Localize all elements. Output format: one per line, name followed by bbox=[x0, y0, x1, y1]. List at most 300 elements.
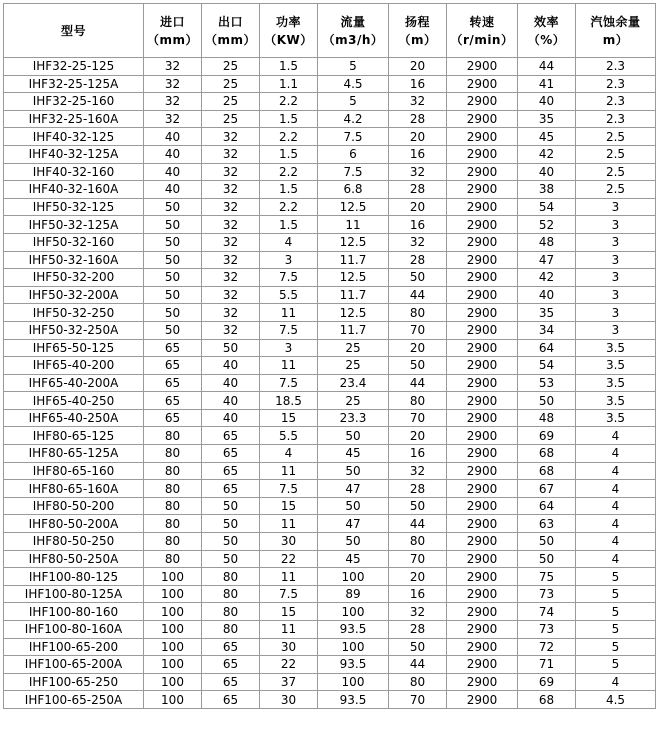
cell-outlet: 65 bbox=[202, 462, 260, 480]
cell-model: IHF100-65-250 bbox=[4, 673, 144, 691]
cell-inlet: 65 bbox=[144, 409, 202, 427]
cell-speed: 2900 bbox=[447, 691, 518, 709]
cell-head: 70 bbox=[389, 321, 447, 339]
cell-outlet: 65 bbox=[202, 480, 260, 498]
cell-flow: 89 bbox=[318, 585, 389, 603]
cell-inlet: 50 bbox=[144, 304, 202, 322]
cell-model: IHF80-65-160A bbox=[4, 480, 144, 498]
cell-flow: 11.7 bbox=[318, 321, 389, 339]
cell-npsh: 2.5 bbox=[576, 163, 656, 181]
cell-inlet: 80 bbox=[144, 497, 202, 515]
cell-power: 2.2 bbox=[260, 198, 318, 216]
cell-outlet: 40 bbox=[202, 357, 260, 375]
cell-npsh: 3 bbox=[576, 251, 656, 269]
cell-speed: 2900 bbox=[447, 497, 518, 515]
cell-npsh: 4 bbox=[576, 550, 656, 568]
cell-inlet: 80 bbox=[144, 445, 202, 463]
cell-flow: 12.5 bbox=[318, 198, 389, 216]
cell-model: IHF40-32-125 bbox=[4, 128, 144, 146]
table-row bbox=[4, 181, 656, 199]
cell-outlet: 65 bbox=[202, 445, 260, 463]
cell-flow: 12.5 bbox=[318, 304, 389, 322]
cell-inlet: 100 bbox=[144, 621, 202, 639]
table-row bbox=[4, 568, 656, 586]
cell-speed: 2900 bbox=[447, 286, 518, 304]
cell-npsh: 2.5 bbox=[576, 181, 656, 199]
cell-inlet: 32 bbox=[144, 58, 202, 76]
cell-outlet: 32 bbox=[202, 145, 260, 163]
table-row bbox=[4, 198, 656, 216]
cell-speed: 2900 bbox=[447, 515, 518, 533]
cell-outlet: 25 bbox=[202, 110, 260, 128]
cell-flow: 93.5 bbox=[318, 621, 389, 639]
table-row bbox=[4, 638, 656, 656]
cell-npsh: 5 bbox=[576, 568, 656, 586]
cell-flow: 11.7 bbox=[318, 251, 389, 269]
cell-inlet: 65 bbox=[144, 357, 202, 375]
cell-outlet: 32 bbox=[202, 251, 260, 269]
cell-head: 28 bbox=[389, 181, 447, 199]
cell-power: 30 bbox=[260, 691, 318, 709]
cell-flow: 23.4 bbox=[318, 374, 389, 392]
cell-efficiency: 45 bbox=[518, 128, 576, 146]
cell-flow: 47 bbox=[318, 480, 389, 498]
cell-flow: 7.5 bbox=[318, 163, 389, 181]
cell-npsh: 3 bbox=[576, 321, 656, 339]
cell-model: IHF80-65-160 bbox=[4, 462, 144, 480]
cell-power: 15 bbox=[260, 497, 318, 515]
cell-power: 22 bbox=[260, 550, 318, 568]
cell-head: 20 bbox=[389, 339, 447, 357]
cell-head: 32 bbox=[389, 93, 447, 111]
cell-inlet: 65 bbox=[144, 392, 202, 410]
cell-efficiency: 48 bbox=[518, 409, 576, 427]
table-row bbox=[4, 673, 656, 691]
cell-flow: 25 bbox=[318, 339, 389, 357]
cell-flow: 45 bbox=[318, 445, 389, 463]
cell-flow: 100 bbox=[318, 638, 389, 656]
cell-efficiency: 47 bbox=[518, 251, 576, 269]
cell-inlet: 100 bbox=[144, 656, 202, 674]
cell-model: IHF50-32-200 bbox=[4, 269, 144, 287]
cell-npsh: 2.3 bbox=[576, 110, 656, 128]
cell-inlet: 80 bbox=[144, 515, 202, 533]
cell-outlet: 40 bbox=[202, 374, 260, 392]
cell-head: 50 bbox=[389, 269, 447, 287]
cell-npsh: 3.5 bbox=[576, 339, 656, 357]
cell-flow: 12.5 bbox=[318, 233, 389, 251]
cell-npsh: 3.5 bbox=[576, 357, 656, 375]
cell-efficiency: 50 bbox=[518, 392, 576, 410]
cell-outlet: 32 bbox=[202, 233, 260, 251]
cell-inlet: 80 bbox=[144, 533, 202, 551]
cell-power: 18.5 bbox=[260, 392, 318, 410]
cell-head: 28 bbox=[389, 110, 447, 128]
cell-efficiency: 72 bbox=[518, 638, 576, 656]
cell-npsh: 4.5 bbox=[576, 691, 656, 709]
header-outlet: 出口 （mm） bbox=[202, 4, 260, 58]
cell-inlet: 80 bbox=[144, 480, 202, 498]
table-row bbox=[4, 550, 656, 568]
table-row bbox=[4, 427, 656, 445]
cell-speed: 2900 bbox=[447, 181, 518, 199]
cell-head: 16 bbox=[389, 145, 447, 163]
cell-speed: 2900 bbox=[447, 93, 518, 111]
cell-outlet: 65 bbox=[202, 691, 260, 709]
cell-inlet: 50 bbox=[144, 216, 202, 234]
cell-inlet: 40 bbox=[144, 181, 202, 199]
cell-power: 11 bbox=[260, 621, 318, 639]
cell-power: 1.1 bbox=[260, 75, 318, 93]
cell-efficiency: 64 bbox=[518, 339, 576, 357]
cell-inlet: 32 bbox=[144, 93, 202, 111]
table-row bbox=[4, 603, 656, 621]
cell-head: 16 bbox=[389, 445, 447, 463]
cell-flow: 100 bbox=[318, 603, 389, 621]
cell-inlet: 50 bbox=[144, 251, 202, 269]
cell-speed: 2900 bbox=[447, 321, 518, 339]
cell-speed: 2900 bbox=[447, 656, 518, 674]
cell-npsh: 2.3 bbox=[576, 58, 656, 76]
cell-outlet: 32 bbox=[202, 286, 260, 304]
cell-power: 1.5 bbox=[260, 145, 318, 163]
cell-outlet: 32 bbox=[202, 321, 260, 339]
cell-npsh: 3 bbox=[576, 304, 656, 322]
cell-inlet: 50 bbox=[144, 321, 202, 339]
cell-speed: 2900 bbox=[447, 568, 518, 586]
cell-flow: 5 bbox=[318, 93, 389, 111]
cell-power: 30 bbox=[260, 533, 318, 551]
cell-efficiency: 68 bbox=[518, 691, 576, 709]
cell-flow: 4.5 bbox=[318, 75, 389, 93]
cell-power: 7.5 bbox=[260, 585, 318, 603]
cell-efficiency: 48 bbox=[518, 233, 576, 251]
cell-outlet: 32 bbox=[202, 198, 260, 216]
cell-power: 3 bbox=[260, 251, 318, 269]
cell-model: IHF65-40-250A bbox=[4, 409, 144, 427]
cell-head: 70 bbox=[389, 550, 447, 568]
cell-outlet: 80 bbox=[202, 568, 260, 586]
cell-npsh: 4 bbox=[576, 673, 656, 691]
cell-efficiency: 35 bbox=[518, 304, 576, 322]
cell-inlet: 32 bbox=[144, 75, 202, 93]
cell-speed: 2900 bbox=[447, 357, 518, 375]
cell-speed: 2900 bbox=[447, 374, 518, 392]
cell-flow: 45 bbox=[318, 550, 389, 568]
cell-model: IHF50-32-160A bbox=[4, 251, 144, 269]
cell-outlet: 32 bbox=[202, 304, 260, 322]
cell-speed: 2900 bbox=[447, 409, 518, 427]
cell-speed: 2900 bbox=[447, 58, 518, 76]
cell-model: IHF50-32-200A bbox=[4, 286, 144, 304]
cell-inlet: 80 bbox=[144, 550, 202, 568]
table-row bbox=[4, 656, 656, 674]
table-row bbox=[4, 286, 656, 304]
cell-head: 50 bbox=[389, 638, 447, 656]
table-row bbox=[4, 480, 656, 498]
cell-model: IHF65-40-250 bbox=[4, 392, 144, 410]
cell-flow: 50 bbox=[318, 427, 389, 445]
cell-speed: 2900 bbox=[447, 269, 518, 287]
cell-efficiency: 68 bbox=[518, 462, 576, 480]
cell-speed: 2900 bbox=[447, 603, 518, 621]
cell-power: 7.5 bbox=[260, 374, 318, 392]
cell-npsh: 4 bbox=[576, 497, 656, 515]
cell-efficiency: 40 bbox=[518, 163, 576, 181]
cell-head: 20 bbox=[389, 568, 447, 586]
cell-outlet: 25 bbox=[202, 93, 260, 111]
cell-head: 32 bbox=[389, 233, 447, 251]
cell-model: IHF65-40-200A bbox=[4, 374, 144, 392]
cell-npsh: 5 bbox=[576, 585, 656, 603]
table-row bbox=[4, 58, 656, 76]
cell-model: IHF100-80-125A bbox=[4, 585, 144, 603]
cell-speed: 2900 bbox=[447, 445, 518, 463]
cell-head: 50 bbox=[389, 497, 447, 515]
cell-inlet: 65 bbox=[144, 374, 202, 392]
cell-model: IHF100-65-200 bbox=[4, 638, 144, 656]
cell-outlet: 65 bbox=[202, 673, 260, 691]
cell-head: 80 bbox=[389, 533, 447, 551]
cell-flow: 50 bbox=[318, 462, 389, 480]
cell-head: 44 bbox=[389, 515, 447, 533]
cell-power: 15 bbox=[260, 409, 318, 427]
cell-model: IHF80-50-200 bbox=[4, 497, 144, 515]
cell-speed: 2900 bbox=[447, 145, 518, 163]
cell-efficiency: 53 bbox=[518, 374, 576, 392]
cell-power: 3 bbox=[260, 339, 318, 357]
cell-model: IHF100-65-250A bbox=[4, 691, 144, 709]
cell-speed: 2900 bbox=[447, 550, 518, 568]
cell-efficiency: 50 bbox=[518, 533, 576, 551]
cell-power: 7.5 bbox=[260, 321, 318, 339]
table-row bbox=[4, 392, 656, 410]
cell-head: 20 bbox=[389, 198, 447, 216]
cell-npsh: 5 bbox=[576, 621, 656, 639]
cell-npsh: 4 bbox=[576, 427, 656, 445]
cell-efficiency: 52 bbox=[518, 216, 576, 234]
table-row bbox=[4, 409, 656, 427]
cell-model: IHF40-32-125A bbox=[4, 145, 144, 163]
cell-model: IHF65-50-125 bbox=[4, 339, 144, 357]
cell-inlet: 100 bbox=[144, 691, 202, 709]
table-row bbox=[4, 233, 656, 251]
cell-head: 32 bbox=[389, 603, 447, 621]
cell-efficiency: 67 bbox=[518, 480, 576, 498]
cell-npsh: 5 bbox=[576, 656, 656, 674]
cell-inlet: 50 bbox=[144, 233, 202, 251]
table-row bbox=[4, 497, 656, 515]
cell-npsh: 2.3 bbox=[576, 93, 656, 111]
cell-head: 20 bbox=[389, 427, 447, 445]
cell-npsh: 2.5 bbox=[576, 128, 656, 146]
table-row bbox=[4, 251, 656, 269]
cell-speed: 2900 bbox=[447, 673, 518, 691]
cell-speed: 2900 bbox=[447, 339, 518, 357]
cell-model: IHF32-25-125 bbox=[4, 58, 144, 76]
cell-inlet: 100 bbox=[144, 568, 202, 586]
cell-head: 16 bbox=[389, 585, 447, 603]
cell-efficiency: 42 bbox=[518, 145, 576, 163]
cell-speed: 2900 bbox=[447, 638, 518, 656]
table-row bbox=[4, 533, 656, 551]
pump-spec-table bbox=[3, 3, 656, 709]
cell-model: IHF80-50-250A bbox=[4, 550, 144, 568]
cell-efficiency: 73 bbox=[518, 585, 576, 603]
cell-flow: 93.5 bbox=[318, 691, 389, 709]
cell-efficiency: 63 bbox=[518, 515, 576, 533]
table-row bbox=[4, 128, 656, 146]
cell-head: 32 bbox=[389, 163, 447, 181]
cell-efficiency: 41 bbox=[518, 75, 576, 93]
cell-npsh: 5 bbox=[576, 638, 656, 656]
cell-power: 15 bbox=[260, 603, 318, 621]
table-body bbox=[4, 58, 656, 709]
cell-inlet: 100 bbox=[144, 638, 202, 656]
cell-flow: 25 bbox=[318, 357, 389, 375]
cell-power: 5.5 bbox=[260, 286, 318, 304]
table-row bbox=[4, 321, 656, 339]
cell-npsh: 3 bbox=[576, 269, 656, 287]
cell-npsh: 2.5 bbox=[576, 145, 656, 163]
cell-npsh: 3 bbox=[576, 198, 656, 216]
cell-speed: 2900 bbox=[447, 585, 518, 603]
table-row bbox=[4, 304, 656, 322]
cell-outlet: 32 bbox=[202, 181, 260, 199]
cell-model: IHF80-50-200A bbox=[4, 515, 144, 533]
cell-flow: 100 bbox=[318, 673, 389, 691]
cell-flow: 93.5 bbox=[318, 656, 389, 674]
cell-outlet: 40 bbox=[202, 409, 260, 427]
cell-efficiency: 54 bbox=[518, 357, 576, 375]
cell-inlet: 50 bbox=[144, 286, 202, 304]
table-row bbox=[4, 445, 656, 463]
table-row bbox=[4, 93, 656, 111]
header-flow: 流量 （m3/h） bbox=[318, 4, 389, 58]
cell-outlet: 80 bbox=[202, 621, 260, 639]
table-row bbox=[4, 621, 656, 639]
cell-model: IHF100-80-125 bbox=[4, 568, 144, 586]
cell-inlet: 50 bbox=[144, 198, 202, 216]
cell-power: 1.5 bbox=[260, 181, 318, 199]
cell-power: 11 bbox=[260, 462, 318, 480]
cell-npsh: 4 bbox=[576, 462, 656, 480]
cell-efficiency: 69 bbox=[518, 673, 576, 691]
cell-efficiency: 35 bbox=[518, 110, 576, 128]
table-row bbox=[4, 585, 656, 603]
cell-speed: 2900 bbox=[447, 251, 518, 269]
cell-outlet: 32 bbox=[202, 163, 260, 181]
cell-head: 28 bbox=[389, 621, 447, 639]
cell-inlet: 40 bbox=[144, 128, 202, 146]
table-row bbox=[4, 691, 656, 709]
cell-efficiency: 50 bbox=[518, 550, 576, 568]
table-row bbox=[4, 75, 656, 93]
cell-outlet: 40 bbox=[202, 392, 260, 410]
cell-head: 44 bbox=[389, 656, 447, 674]
cell-flow: 11 bbox=[318, 216, 389, 234]
cell-outlet: 25 bbox=[202, 75, 260, 93]
cell-head: 20 bbox=[389, 58, 447, 76]
cell-flow: 12.5 bbox=[318, 269, 389, 287]
cell-power: 11 bbox=[260, 304, 318, 322]
cell-model: IHF50-32-125A bbox=[4, 216, 144, 234]
cell-efficiency: 68 bbox=[518, 445, 576, 463]
cell-outlet: 50 bbox=[202, 533, 260, 551]
cell-speed: 2900 bbox=[447, 304, 518, 322]
cell-head: 16 bbox=[389, 75, 447, 93]
cell-flow: 50 bbox=[318, 533, 389, 551]
cell-model: IHF40-32-160 bbox=[4, 163, 144, 181]
cell-model: IHF80-65-125A bbox=[4, 445, 144, 463]
cell-npsh: 2.3 bbox=[576, 75, 656, 93]
cell-model: IHF50-32-250A bbox=[4, 321, 144, 339]
table-row bbox=[4, 145, 656, 163]
cell-npsh: 3 bbox=[576, 233, 656, 251]
cell-outlet: 50 bbox=[202, 550, 260, 568]
cell-head: 80 bbox=[389, 673, 447, 691]
cell-head: 70 bbox=[389, 691, 447, 709]
cell-outlet: 80 bbox=[202, 585, 260, 603]
cell-model: IHF40-32-160A bbox=[4, 181, 144, 199]
header-row bbox=[4, 4, 656, 58]
cell-outlet: 80 bbox=[202, 603, 260, 621]
cell-head: 70 bbox=[389, 409, 447, 427]
cell-power: 2.2 bbox=[260, 163, 318, 181]
cell-npsh: 4 bbox=[576, 515, 656, 533]
cell-speed: 2900 bbox=[447, 163, 518, 181]
table-row bbox=[4, 462, 656, 480]
cell-outlet: 25 bbox=[202, 58, 260, 76]
cell-model: IHF80-50-250 bbox=[4, 533, 144, 551]
header-power: 功率 （KW） bbox=[260, 4, 318, 58]
cell-head: 20 bbox=[389, 128, 447, 146]
cell-speed: 2900 bbox=[447, 128, 518, 146]
cell-inlet: 50 bbox=[144, 269, 202, 287]
cell-efficiency: 54 bbox=[518, 198, 576, 216]
cell-outlet: 50 bbox=[202, 497, 260, 515]
cell-npsh: 4 bbox=[576, 445, 656, 463]
cell-model: IHF100-80-160A bbox=[4, 621, 144, 639]
cell-inlet: 65 bbox=[144, 339, 202, 357]
cell-flow: 11.7 bbox=[318, 286, 389, 304]
table-row bbox=[4, 163, 656, 181]
cell-model: IHF32-25-125A bbox=[4, 75, 144, 93]
cell-head: 80 bbox=[389, 304, 447, 322]
cell-model: IHF50-32-160 bbox=[4, 233, 144, 251]
cell-inlet: 80 bbox=[144, 462, 202, 480]
cell-npsh: 3.5 bbox=[576, 409, 656, 427]
cell-speed: 2900 bbox=[447, 216, 518, 234]
cell-model: IHF100-65-200A bbox=[4, 656, 144, 674]
cell-speed: 2900 bbox=[447, 462, 518, 480]
cell-flow: 5 bbox=[318, 58, 389, 76]
cell-power: 1.5 bbox=[260, 110, 318, 128]
header-model: 型号 bbox=[4, 4, 144, 58]
cell-outlet: 65 bbox=[202, 427, 260, 445]
cell-efficiency: 40 bbox=[518, 93, 576, 111]
cell-model: IHF50-32-125 bbox=[4, 198, 144, 216]
cell-power: 11 bbox=[260, 357, 318, 375]
cell-flow: 6.8 bbox=[318, 181, 389, 199]
cell-power: 37 bbox=[260, 673, 318, 691]
cell-efficiency: 73 bbox=[518, 621, 576, 639]
cell-head: 50 bbox=[389, 357, 447, 375]
cell-inlet: 100 bbox=[144, 585, 202, 603]
cell-npsh: 3 bbox=[576, 286, 656, 304]
cell-power: 22 bbox=[260, 656, 318, 674]
cell-outlet: 65 bbox=[202, 656, 260, 674]
